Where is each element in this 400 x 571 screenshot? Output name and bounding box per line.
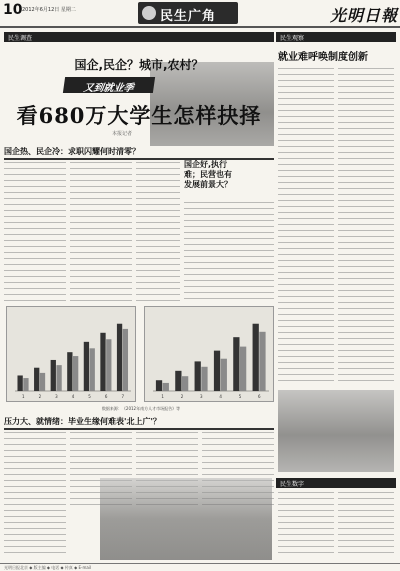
- tick-label: 6: [258, 394, 261, 399]
- tick-label: 5: [88, 394, 91, 399]
- article-byline: 本报记者: [112, 131, 133, 137]
- chart-bar: [100, 333, 105, 391]
- chart-bar: [156, 380, 162, 391]
- chart-bar: [106, 339, 111, 391]
- chart-bar: [56, 365, 61, 391]
- chart-bar: [201, 367, 207, 391]
- body-text-column: [4, 162, 66, 302]
- bar-chart-2: [144, 306, 274, 402]
- chart-bar: [23, 378, 28, 391]
- chart-bar: [240, 347, 246, 391]
- right-kicker: 民生观察: [276, 32, 396, 42]
- chart-bar: [67, 352, 72, 391]
- pull-quote: 国企好,执行难；民营也有发展前景大？: [184, 160, 232, 189]
- chart-bar: [51, 360, 56, 391]
- students-photo: [100, 478, 272, 560]
- chart-bar: [175, 371, 181, 391]
- tick-label: 4: [219, 394, 222, 399]
- chart-bar: [117, 324, 122, 391]
- chart-bar: [221, 359, 227, 391]
- left-kicker: 民生调查: [4, 32, 274, 42]
- tick-label: 6: [104, 394, 108, 399]
- section-heading-1: 国企热、民企冷：求职闪耀何时清零？: [4, 147, 140, 156]
- right-sub-kicker: 民生数字: [276, 478, 396, 488]
- section-heading-2: 压力大、就情绪：毕业生缘何难表'北上广'？: [4, 417, 161, 426]
- tick-label: 5: [238, 394, 242, 399]
- chart-bar: [182, 376, 188, 391]
- chart-bar: [17, 375, 22, 391]
- body-text-column: [278, 492, 334, 558]
- article-headline: 看680万大学生怎样抉择: [16, 103, 262, 128]
- chart-bar: [214, 351, 220, 391]
- body-text-column: [338, 492, 394, 558]
- chart-caption: 数据来源：《2012年南方人才市场报告》等: [101, 406, 181, 411]
- article-subtitle: 国企,民企？城市,农村？: [74, 58, 204, 72]
- chart-bar: [73, 356, 78, 391]
- newspaper-brand: 光明日報: [330, 6, 399, 25]
- tick-label: 3: [200, 394, 203, 399]
- opinion-column: [276, 32, 396, 562]
- chart-bar: [40, 373, 45, 391]
- body-text-column: [338, 68, 394, 386]
- body-text-column: [184, 202, 274, 302]
- bar-chart-2-svg: [145, 307, 273, 401]
- chart-bar: [163, 383, 169, 391]
- chart-bar: [253, 324, 259, 391]
- masthead: [0, 0, 400, 28]
- chart-bar: [123, 329, 128, 391]
- body-text-column: [278, 68, 334, 386]
- tick-label: 3: [55, 394, 58, 399]
- page-footer: 光明日报北京 ◆ 版主编 ◆ 电话 ◆ 传真 ◆ E-mail: [0, 563, 400, 571]
- chart-bar: [259, 332, 265, 391]
- tick-label: 2: [38, 394, 42, 399]
- opinion-photo: [278, 390, 394, 472]
- tick-label: 1: [22, 394, 25, 399]
- article-tag: 又到就业季: [63, 77, 155, 93]
- tick-label: 4: [71, 394, 75, 399]
- chart-bar: [195, 361, 201, 391]
- tick-label: 7: [121, 394, 124, 399]
- chart-bar: [233, 337, 239, 391]
- opinion-title: 就业难呼唤制度创新: [278, 52, 368, 63]
- globe-icon: [142, 6, 156, 20]
- section-divider: [4, 428, 274, 430]
- body-text-column: [4, 432, 66, 558]
- section-banner: [138, 2, 238, 24]
- chart-bar: [90, 348, 95, 391]
- tick-label: 1: [161, 394, 164, 399]
- tick-label: 2: [180, 394, 184, 399]
- section-banner-label: 民生广角: [160, 9, 217, 24]
- chart-bar: [84, 342, 89, 391]
- bar-chart-1: [6, 306, 136, 402]
- body-text-column: [136, 162, 180, 302]
- body-text-column: [70, 162, 132, 302]
- issue-date: 2012年6月12日 星期二: [22, 7, 76, 13]
- page-number: 10: [3, 2, 23, 18]
- bar-chart-1-svg: [7, 307, 135, 401]
- chart-bar: [34, 368, 39, 391]
